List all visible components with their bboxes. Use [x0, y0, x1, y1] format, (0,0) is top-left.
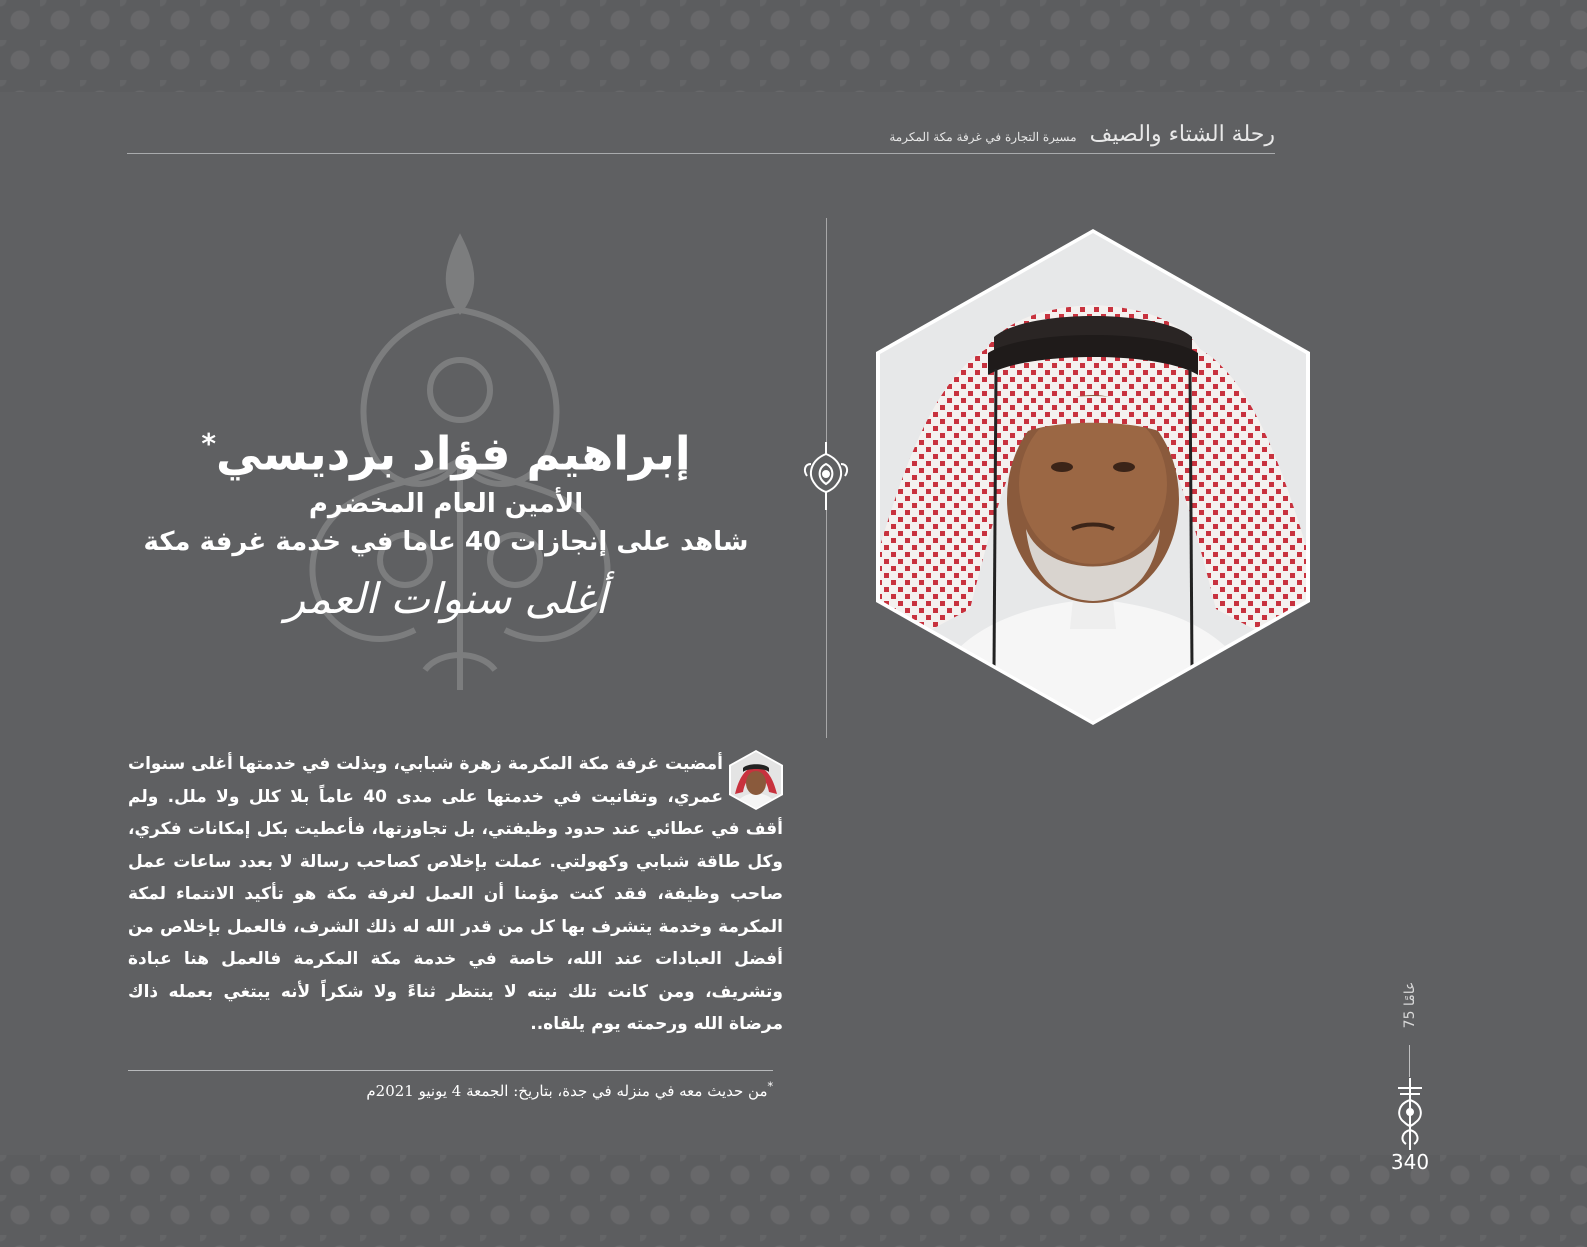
article-subtitle-1: الأمين العام المخضرم: [308, 489, 584, 520]
side-label: [1398, 975, 1422, 1035]
page-floral-ornament-icon: [1392, 1078, 1428, 1150]
header-title: رحلة الشتاء والصيف: [1089, 122, 1275, 147]
footnote: [128, 1080, 773, 1100]
article-body-text: [128, 748, 783, 1041]
top-pattern-band: [0, 0, 1587, 92]
article-calligraphy: أغلى سنوات العمر: [284, 574, 608, 624]
footnote-text: من حديث معه في منزله في جدة، بتاريخ: الجمعة 4 يونيو 2021م: [366, 1082, 768, 1100]
article-name: [140, 412, 752, 485]
bottom-pattern-band: [0, 1155, 1587, 1247]
header-subtitle: مسيرة التجارة في غرفة مكة المكرمة: [889, 130, 1077, 144]
name-footnote-marker: *: [201, 427, 216, 460]
article-body-paragraph: أمضيت غرفة مكة المكرمة زهرة شبابي، وبذلت في خدمتها أغلى سنوات عمري، وتفانيت في خدمتها على مدى 40 عاماً بلا كلل ولا ملل. ولم أقف في عطائي عند حدود وظيفتي، بل تجاوزتها، فأعطيت بكل إمكانات فكري، وكل طاقة شبابي وكهولتي. عملت بإخلاص كصاحب رسالة لا بعدد ساعات عمل صاحب وظيفة، فقد كنت مؤمنا أن العمل لغرفة مكة هو تأكيد الانتماء لمكة المكرمة وخدمة يتشرف بها كل من قدر الله له ذلك الشرف، فالعمل بإخلاص من أفضل العبادات عند الله، خاصة في خدمة مكة المكرمة فالعمل هنا عبادة وتشريف، ومن كانت تلك نيته لا ينتظر ثناءً ولا شكراً لأنه يبتغي بعمله ذاك مرضاة الله ورحمته يوم يلقاه..: [128, 754, 783, 1034]
article-title-block: [140, 412, 752, 631]
article-subtitle-2: شاهد على إنجازات 40 عاما في خدمة غرفة مكة: [143, 527, 749, 558]
article-name-text: إبراهيم فؤاد برديسي: [216, 426, 691, 481]
author-thumbnail: [729, 750, 783, 810]
page-number: 340: [1390, 1150, 1430, 1174]
footnote-marker: *: [767, 1080, 773, 1093]
running-header: [889, 122, 1275, 147]
side-line: [1409, 1045, 1410, 1077]
footnote-rule: [128, 1070, 773, 1071]
article-body: [128, 748, 783, 1048]
header-rule: [127, 153, 1275, 154]
floral-ornament-icon: [801, 440, 851, 512]
side-label-text: 75 عامًا: [1402, 981, 1418, 1029]
portrait-photo: [876, 229, 1310, 725]
